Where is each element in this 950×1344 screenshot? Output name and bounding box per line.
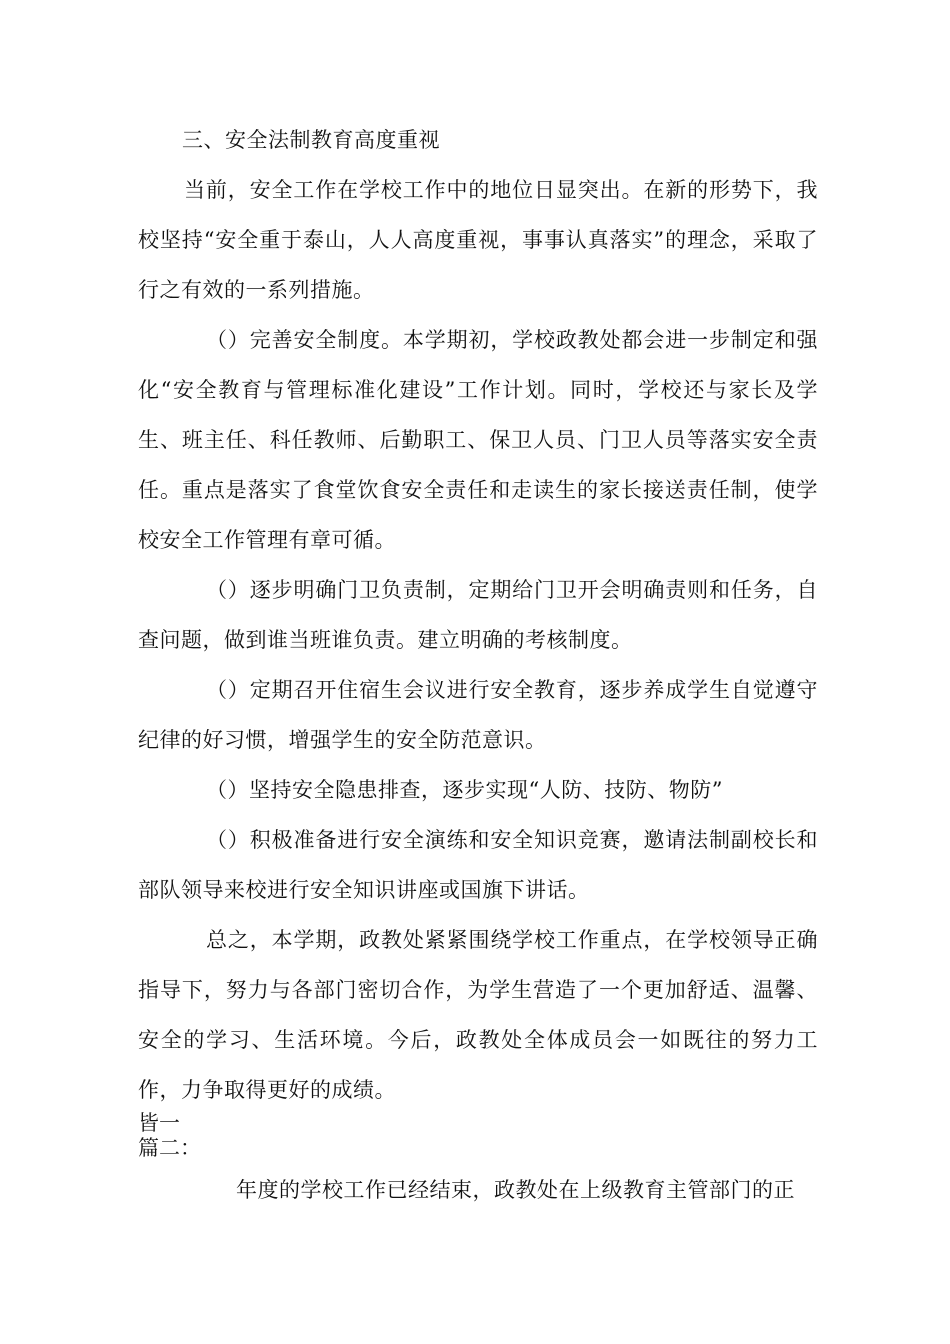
paragraph-measure-1: （）完善安全制度。本学期初，学校政教处都会进一步制定和强化“安全教育与管理标准化建设”工作计划。同时，学校还与家长及学生、班主任、科任教师、后勤职工、保卫人员、门卫人员等落实安全责任。重点是落实了食堂饮食安全责任和走读生的家长接送责任制，使学校安全工作管理有章可循。 bbox=[138, 328, 818, 552]
paragraph-measure-4: （）坚持安全隐患排查，逐步实现“人防、技防、物防” bbox=[206, 778, 723, 802]
paragraph-summary: 总之，本学期，政教处紧紧围绕学校工作重点，在学校领导正确指导下，努力与各部门密切合作，为学生营造了一个更加舒适、温馨、安全的学习、生活环境。今后，政教处全体成员会一如既往的努力工作，力争取得更好的成绩。 bbox=[138, 928, 818, 1102]
part-two-label: 篇二： bbox=[138, 1136, 201, 1160]
paragraph-measure-3: （）定期召开住宿生会议进行安全教育，逐步养成学生自觉遵守纪律的好习惯，增强学生的安全防范意识。 bbox=[138, 678, 818, 752]
marker-text: 皆一 bbox=[138, 1111, 180, 1135]
paragraph-intro: 当前，安全工作在学校工作中的地位日显突出。在新的形势下，我校坚持“安全重于泰山，人人高度重视，事事认真落实”的理念，采取了行之有效的一系列措施。 bbox=[138, 178, 818, 302]
paragraph-measure-5: （）积极准备进行安全演练和安全知识竞赛，邀请法制副校长和部队领导来校进行安全知识讲座或国旗下讲话。 bbox=[138, 828, 818, 902]
paragraph-part-two-start: 年度的学校工作已经结束，政教处在上级教育主管部门的正 bbox=[236, 1178, 795, 1202]
paragraph-measure-2: （）逐步明确门卫负责制，定期给门卫开会明确责则和任务，自查问题，做到谁当班谁负责。建立明确的考核制度。 bbox=[138, 578, 818, 652]
section-heading: 三、安全法制教育高度重视 bbox=[182, 128, 440, 152]
